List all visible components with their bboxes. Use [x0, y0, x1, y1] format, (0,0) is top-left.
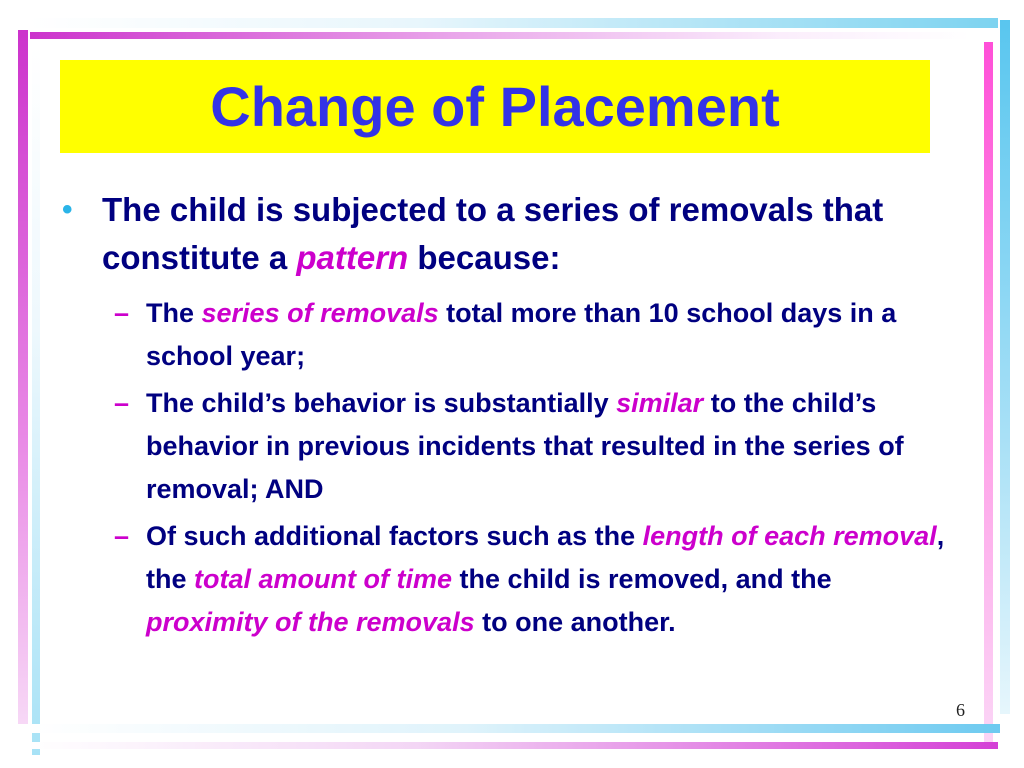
right-border-bar-pink — [984, 42, 993, 742]
sub-bullet-emphasis: total amount of time — [194, 564, 453, 594]
sub-bullet-text: The — [146, 298, 202, 328]
sub-bullet-emphasis: series of removals — [201, 298, 439, 328]
title-banner — [60, 60, 930, 153]
bottom-border-bar-cyan — [30, 724, 1000, 733]
slide-title: Change of Placement — [210, 75, 780, 138]
main-bullet — [62, 186, 962, 282]
sub-bullet-marker: – — [114, 388, 130, 418]
sub-bullet-3 — [114, 515, 956, 644]
right-border-bar-cyan — [1000, 20, 1010, 714]
bottom-border-bar-magenta — [28, 742, 998, 749]
main-bullet-emphasis: pattern — [296, 239, 409, 276]
sub-bullet-text: to the child’s behavior in previous incidents that resulted in the series of removal; AND — [146, 388, 904, 504]
sub-bullet-emphasis: similar — [616, 388, 704, 418]
sub-bullet-1 — [114, 292, 956, 378]
sub-bullet-marker: – — [114, 521, 130, 551]
main-bullet-text-end: because: — [408, 239, 561, 276]
slide-body — [62, 186, 962, 644]
main-bullet-text: The child is subjected to a series of removals that constitute a — [102, 191, 884, 276]
sub-bullet-text: to one another. — [474, 607, 676, 637]
sub-bullet-text: The child’s behavior is substantially — [146, 388, 617, 418]
sub-bullet-emphasis: proximity of the removals — [146, 607, 475, 637]
left-border-bar-cyan — [32, 45, 40, 755]
sub-bullet-text: , the — [146, 521, 945, 594]
sub-bullet-marker: – — [114, 298, 130, 328]
left-border-bar-magenta — [18, 30, 28, 724]
sub-bullet-2 — [114, 382, 956, 511]
top-border-bar-cyan — [28, 18, 998, 28]
bullet-marker: • — [62, 193, 73, 226]
sub-bullet-emphasis: length of each removal — [642, 521, 937, 551]
top-border-bar-magenta — [30, 32, 970, 39]
page-number: 6 — [956, 700, 965, 720]
sub-bullet-text: total more than 10 school days in a school year; — [146, 298, 897, 371]
sub-bullet-text: the child is removed, and the — [452, 564, 832, 594]
sub-bullet-text: Of such additional factors such as the — [146, 521, 643, 551]
